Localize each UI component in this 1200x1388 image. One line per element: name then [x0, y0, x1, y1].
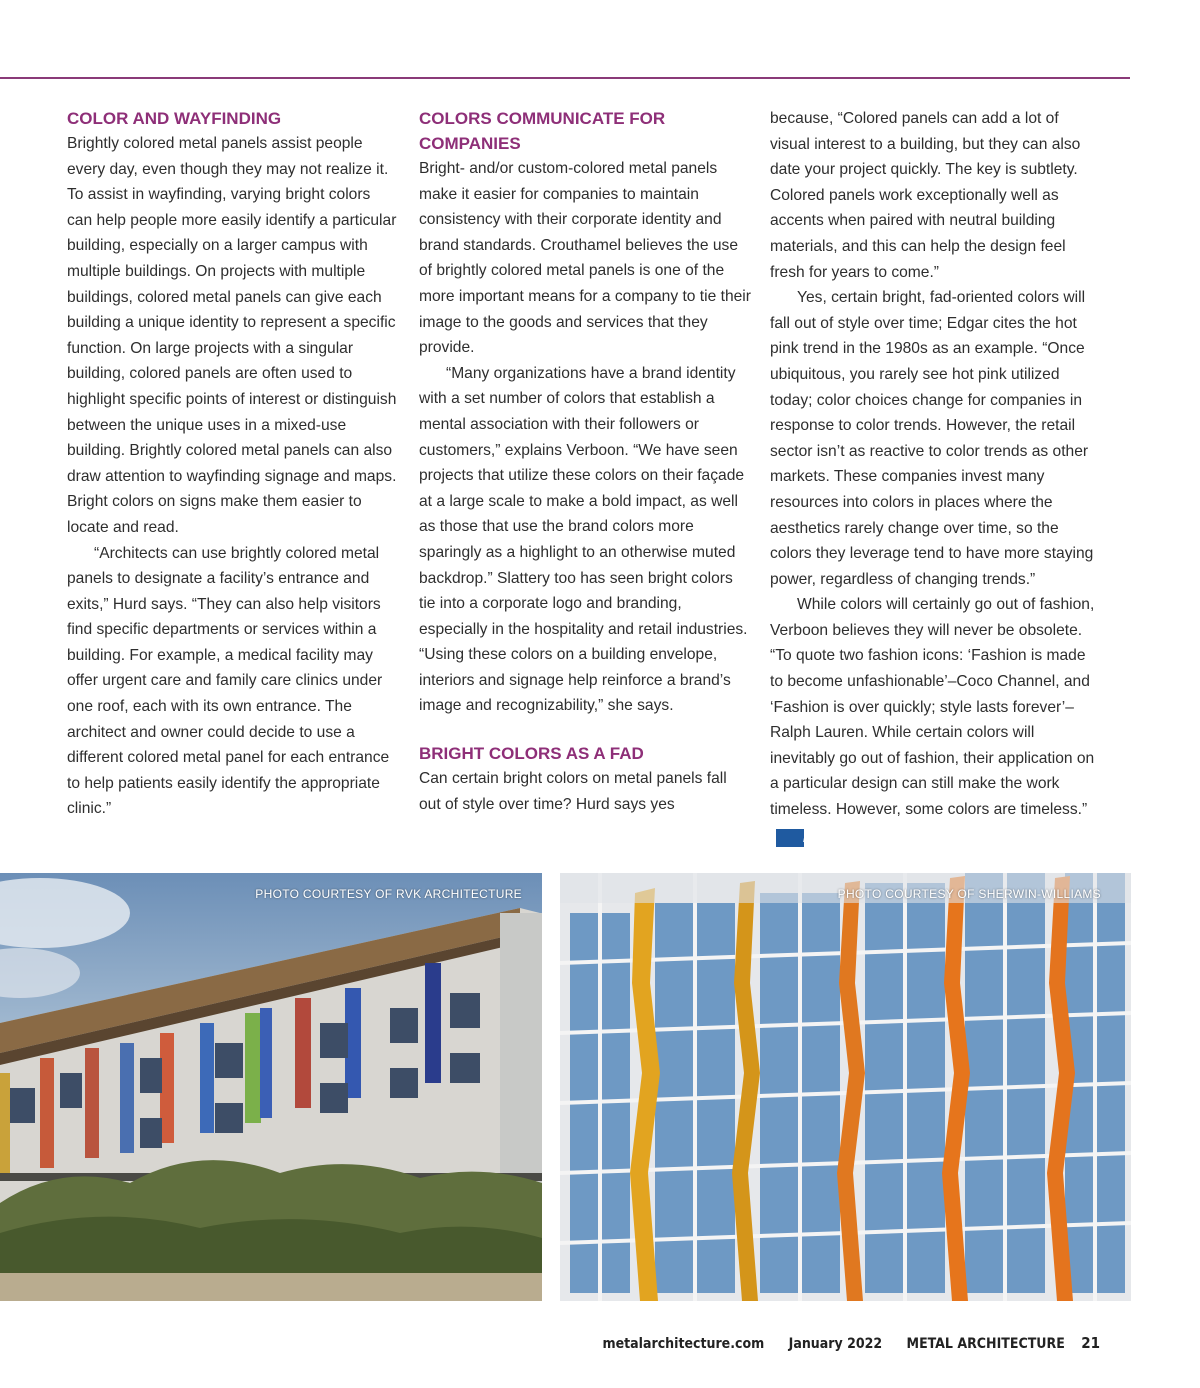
paragraph: “Architects can use brightly colored metal panels to designate a facility’s entrance and exits,” Hurd says. “They can also help visitors find specific departments or services within a building. For example, a medical facility may offer urgent care and family care clinics under one roof, each with its own entrance. The architect and owner could decide to use a different colored metal panel for each entrance to help patients easily identify the appropriate clinic.” [67, 544, 390, 818]
photo-rvk-building [0, 873, 542, 1301]
section-heading-bright-colors-fad: BRIGHT COLORS AS A FAD [419, 744, 644, 764]
column-1 [67, 106, 399, 822]
page-number: 21 [1081, 1334, 1100, 1352]
paragraph: Yes, certain bright, fad-oriented colors will fall out of style over time; Edgar cites the hot pink trend in the 1980s as an example. “Once ubiquitous, you rarely see hot pink utilized today; color choices change for companies in response to color trends. However, the retail sector isn’t as reactive to color trends as other markets. These companies invest many resources into colors in places where the aesthetics rarely change over time, so the colors they leverage tend to have more staying power, regardless of changing trends.” [770, 289, 1094, 588]
column-2 [419, 106, 751, 817]
end-mark-logo: Ma [776, 829, 804, 847]
top-rule [0, 77, 1130, 79]
paragraph: “Many organizations have a brand identity with a set number of colors that establish a mental association with their followers or customers,” explains Verboon. “We have seen projects that utilize these colors on their façade at a large scale to make a bold impact, as well as those that use the brand colors more sparingly as a highlight to an otherwise muted backdrop.” Slattery too has seen bright colors tie into a corporate logo and branding, especially in the hospitality and retail industries. “Using these colors on a building envelope, interiors and signage help reinforce a brand’s image and recognizability,” she says. [419, 364, 748, 715]
page-footer [582, 1334, 1100, 1352]
paragraph [770, 592, 1100, 848]
photo-sherwin-williams-building [560, 873, 1131, 1301]
photo-credit-rvk: PHOTO COURTESY OF RVK ARCHITECTURE [255, 887, 522, 901]
column-3 [770, 106, 1100, 848]
section-heading-colors-communicate: COLORS COMMUNICATE FOR COMPANIES [419, 109, 666, 153]
section-heading-color-wayfinding: COLOR AND WAYFINDING [67, 109, 282, 128]
photo-credit-sherwin-williams: PHOTO COURTESY OF SHERWIN-WILLIAMS [837, 887, 1101, 901]
paragraph: Brightly colored metal panels assist people every day, even though they may not realize it. To assist in wayfinding, varying bright colors can help people more easily identify a particular building, especially on a larger campus with multiple buildings. On projects with multiple buildings, colored metal panels can give each building a unique identity to represent a specific function. On large projects with a singular building, colored panels are often used to highlight specific points of interest or distinguish between the unique uses in a mixed-use building. Brightly colored metal panels can also draw attention to wayfinding signage and maps. Bright colors on signs make them easier to locate and read. [67, 135, 397, 536]
building-illustration-1 [0, 873, 542, 1301]
building-illustration-2 [560, 873, 1131, 1301]
paragraph: because, “Colored panels can add a lot of visual interest to a building, but they can also date your project quickly. The key is subtlety. Colored panels work exceptionally well as accents when paired with neutral building materials, and this can help the design feel fresh for years to come.” [770, 110, 1081, 281]
paragraph: Can certain bright colors on metal panels fall out of style over time? Hurd says yes [419, 770, 727, 813]
paragraph: Bright- and/or custom-colored metal panels make it easier for companies to maintain consistency with their corporate identity and brand standards. Crouthamel believes the use of brightly colored metal panels is one of the more important means for a company to tie their image to the goods and services that they provide. [419, 160, 751, 357]
paragraph-text: While colors will certainly go out of fashion, Verboon believes they will never be obsolete. “To quote two fashion icons: ‘Fashion is made to become unfashionable’–Coco Channel, and ‘Fashion is over quickly; style lasts forever’–Ralph Lauren. While certain colors will inevitably go out of fashion, their application on a particular design can still make the work timeless. However, some colors are timeless.” [770, 596, 1095, 819]
footer-issue: January 2022 [788, 1336, 883, 1352]
footer-site: metalarchitecture.com [602, 1336, 765, 1352]
footer-magazine: METAL ARCHITECTURE [906, 1336, 1065, 1352]
